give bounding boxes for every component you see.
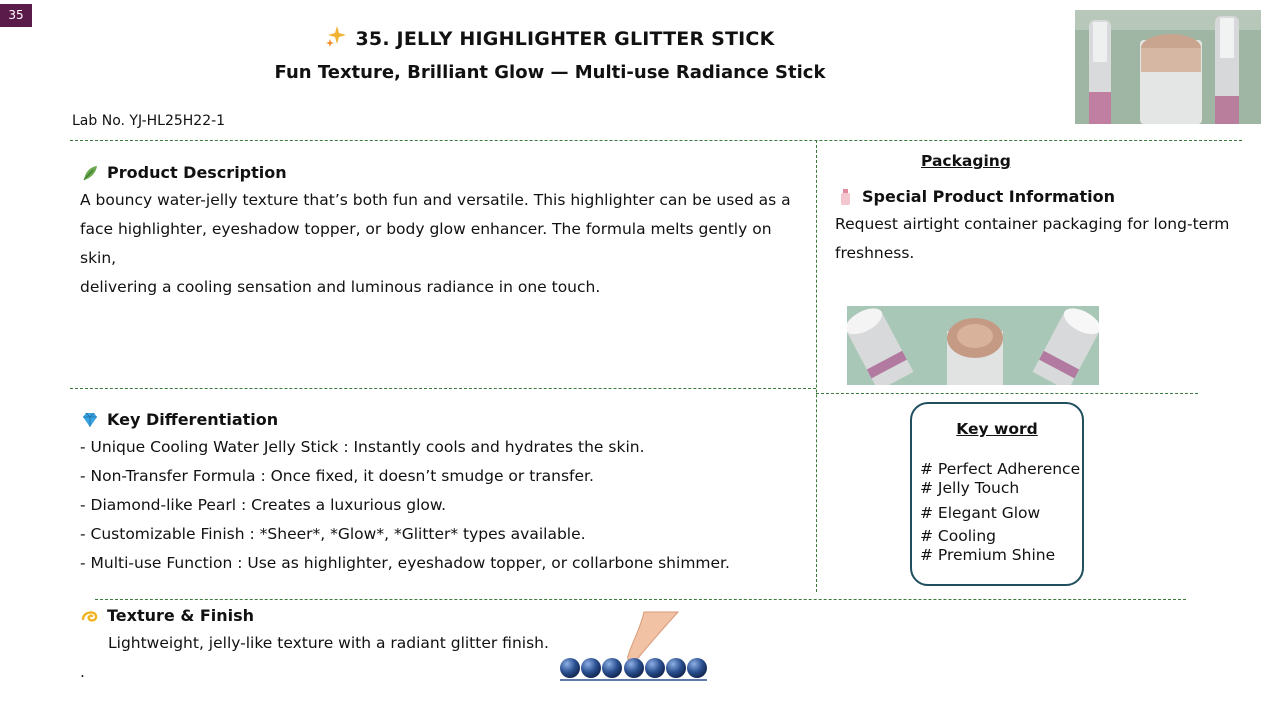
texture-trailing: .: [80, 663, 85, 681]
swirl-icon: [81, 607, 99, 625]
keyword-item: # Elegant Glow: [920, 504, 1041, 522]
list-item: - Diamond-like Pearl : Creates a luxurious glow.: [80, 496, 447, 514]
divider-vertical: [816, 140, 817, 592]
divider-bottom: [95, 599, 1186, 600]
bottle-icon: [836, 188, 854, 206]
keyword-item: # Jelly Touch: [920, 479, 1020, 497]
gem-icon: [81, 411, 99, 429]
list-item: - Non-Transfer Formula : Once fixed, it doesn’t smudge or transfer.: [80, 467, 594, 485]
page-number-badge: 35: [0, 4, 32, 27]
page-title: [250, 25, 850, 52]
product-photo-top: [1075, 10, 1261, 124]
texture-body: Lightweight, jelly-like texture with a radiant glitter finish.: [108, 634, 549, 652]
sparkle-icon: [325, 25, 347, 52]
product-photo-packaging: [847, 306, 1099, 385]
packaging-body: [835, 210, 1235, 268]
list-item: - Unique Cooling Water Jelly Stick : Instantly cools and hydrates the skin.: [80, 438, 645, 456]
special-info-heading: Special Product Information: [836, 187, 1115, 206]
divider-middle: [70, 388, 816, 389]
texture-heading: Texture & Finish: [81, 606, 254, 625]
packaging-line: freshness.: [835, 244, 915, 262]
keyword-box: [910, 402, 1084, 586]
description-line: A bouncy water-jelly texture that’s both fun and versatile. This highlighter can be used as a: [80, 191, 791, 209]
description-line: delivering a cooling sensation and luminous radiance in one touch.: [80, 278, 601, 296]
packaging-heading: Packaging: [921, 152, 1011, 170]
keyword-heading: Key word: [956, 420, 1038, 438]
list-item: - Multi-use Function : Use as highlighter, eyeshadow topper, or collarbone shimmer.: [80, 554, 730, 572]
divider-top: [70, 140, 1242, 141]
finger-beads-illustration: [556, 610, 711, 685]
list-item: - Customizable Finish : *Sheer*, *Glow*, *Glitter* types available.: [80, 525, 586, 543]
key-differentiation-heading: Key Differentiation: [81, 410, 278, 429]
key-differentiation-list: [80, 433, 810, 578]
packaging-line: Request airtight container packaging for long-term: [835, 215, 1230, 233]
product-description-heading: Product Description: [81, 163, 287, 182]
product-description-body: [80, 186, 800, 302]
keyword-item: # Perfect Adherence: [920, 460, 1081, 478]
description-line: face highlighter, eyeshadow topper, or body glow enhancer. The formula melts gently on skin,: [80, 220, 772, 267]
lab-number: Lab No. YJ-HL25H22-1: [72, 113, 226, 129]
keyword-item: # Premium Shine: [920, 546, 1056, 564]
page-title-text: 35. JELLY HIGHLIGHTER GLITTER STICK: [355, 28, 775, 50]
keyword-item: # Cooling: [920, 527, 996, 545]
leaf-icon: [81, 164, 99, 182]
divider-middle-right: [816, 393, 1198, 394]
page-subtitle: Fun Texture, Brilliant Glow — Multi-use Radiance Stick: [274, 62, 826, 83]
